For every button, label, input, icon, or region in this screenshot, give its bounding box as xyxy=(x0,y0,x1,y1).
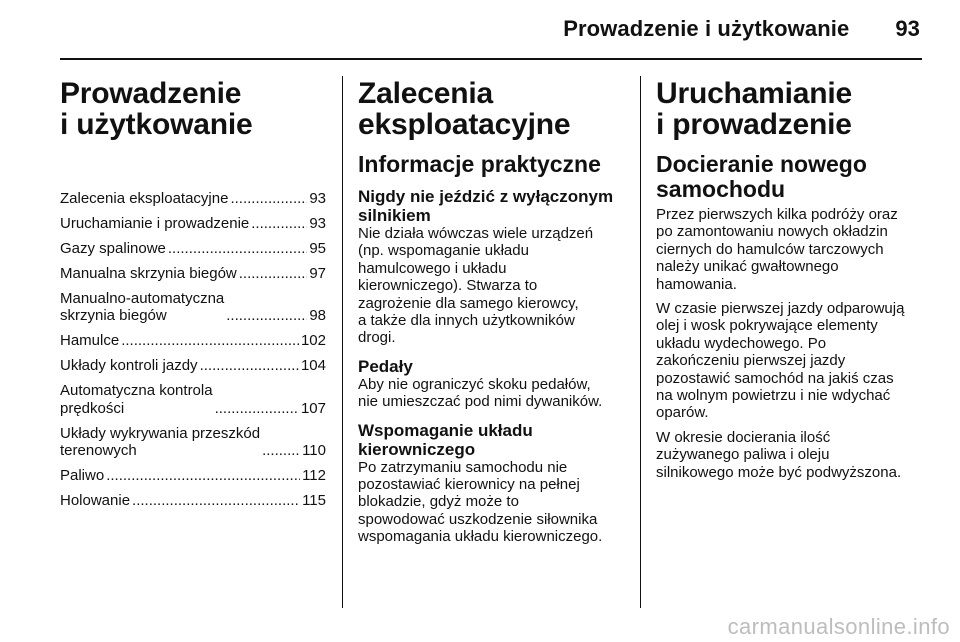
toc-entry-page: 93 xyxy=(309,190,326,207)
toc-entry-page: 104 xyxy=(300,357,326,375)
section-title: Uruchamianie i prowadzenie xyxy=(656,77,852,141)
running-header xyxy=(0,16,920,42)
toc-entry[interactable] xyxy=(60,215,326,232)
toc-entry[interactable] xyxy=(60,190,326,207)
toc-leader-dots xyxy=(121,332,299,349)
paragraph-body: W czasie pierwszej jazdy odparowują olej i wosk pokrywające elementy układu wydechowego. Po zakończeniu pierwszej jazdy pozostawić samochód na jakiś czas na wolnym powietrzu i nie wdychać oparów. xyxy=(656,300,905,422)
header-rule xyxy=(60,58,922,60)
toc-entry-page: 97 xyxy=(309,265,326,282)
paragraph-body: Nie działa wówczas wiele urządzeń (np. wspomaganie układu hamulcowego i układu kierowniczego). Stwarza to zagrożenie dla samego kierowcy, a także dla innych użytkowników drogi. xyxy=(358,225,594,347)
section-subtitle: Informacje praktyczne xyxy=(358,151,601,177)
toc-entry-label: Zalecenia eksploatacyjne xyxy=(60,190,229,207)
starting-driving-column xyxy=(656,78,926,481)
operating-recommendations-column xyxy=(358,78,624,546)
toc-entry-label: Hamulce xyxy=(60,332,120,350)
toc-leader-dots xyxy=(239,265,308,282)
toc-leader-dots xyxy=(230,190,307,207)
watermark: carmanualsonline.info xyxy=(727,614,950,639)
paragraph-body: Przez pierwszych kilka podróży oraz po zamontowaniu nowych okładzin ciernych do hamulców tarczowych należy unikać gwałtownego hamowania. xyxy=(656,206,898,293)
toc-entry-page: 102 xyxy=(300,332,326,350)
paragraph-body: W okresie docierania ilość zużywanego paliwa i oleju silnikowego może być podwyższona. xyxy=(656,428,902,481)
toc-leader-dots xyxy=(168,240,307,257)
toc-entry[interactable] xyxy=(60,425,326,460)
toc-leader-dots xyxy=(226,307,307,324)
chapter-toc-column xyxy=(60,78,326,517)
toc-entry[interactable] xyxy=(60,290,326,325)
toc-entry[interactable] xyxy=(60,240,326,257)
toc-leader-dots xyxy=(200,357,299,374)
toc-entry-label: Paliwo xyxy=(60,467,105,485)
toc-entry-label: Holowanie xyxy=(60,492,131,510)
toc-entry[interactable] xyxy=(60,265,326,282)
paragraph-body: Po zatrzymaniu samochodu nie pozostawiać kierownicy na pełnej blokadzie, gdyż może to spowodować uszkodzenie siłownika wspomagania układu kierowniczego. xyxy=(358,458,603,546)
toc-entry[interactable] xyxy=(60,467,326,484)
toc-entry-label: Układy kontroli jazdy xyxy=(60,357,198,375)
toc-entry-page: 115 xyxy=(302,492,326,510)
toc-entry[interactable] xyxy=(60,332,326,349)
toc-leader-dots xyxy=(132,492,300,509)
paragraph-heading: Wspomaganie układu kierowniczego xyxy=(358,420,533,459)
column-divider-2 xyxy=(640,76,641,608)
toc-entry[interactable] xyxy=(60,492,326,509)
toc-entry-page: 98 xyxy=(309,307,326,325)
toc-entry-page: 107 xyxy=(300,399,326,417)
toc-entry[interactable] xyxy=(60,382,326,417)
toc-entry-label: Gazy spalinowe xyxy=(60,240,166,257)
toc-entry-label: Układy wykrywania przeszkód terenowych xyxy=(60,424,261,460)
page-number: 93 xyxy=(895,16,920,41)
toc-entry-page: 112 xyxy=(302,467,326,485)
paragraph-heading: Nigdy nie jeździć z wyłączonym silnikiem xyxy=(358,187,614,225)
toc-entry-label: Automatyczna kontrola prędkości xyxy=(60,382,213,417)
header-title: Prowadzenie i użytkowanie xyxy=(563,16,850,41)
toc-entry-label: Manualna skrzynia biegów xyxy=(60,265,237,282)
toc-entry-page: 95 xyxy=(309,240,326,257)
toc-leader-dots xyxy=(106,467,300,484)
column-divider-1 xyxy=(342,76,343,608)
toc-leader-dots xyxy=(251,215,307,232)
chapter-title: Prowadzenie i użytkowanie xyxy=(60,77,253,141)
section-subtitle: Docieranie nowego samochodu xyxy=(656,151,867,202)
table-of-contents xyxy=(60,190,326,510)
toc-entry-label: Manualno-automatyczna skrzynia biegów xyxy=(60,290,225,325)
toc-leader-dots xyxy=(262,442,300,459)
paragraph-heading: Pedały xyxy=(358,356,413,376)
toc-entry-label: Uruchamianie i prowadzenie xyxy=(60,215,250,232)
paragraph-body: Aby nie ograniczyć skoku pedałów, nie umieszczać pod nimi dywaników. xyxy=(358,375,603,411)
toc-leader-dots xyxy=(215,400,299,417)
section-title: Zalecenia eksploatacyjne xyxy=(358,77,571,141)
toc-entry-page: 110 xyxy=(302,442,326,460)
toc-entry-page: 93 xyxy=(309,215,326,232)
toc-entry[interactable] xyxy=(60,357,326,374)
